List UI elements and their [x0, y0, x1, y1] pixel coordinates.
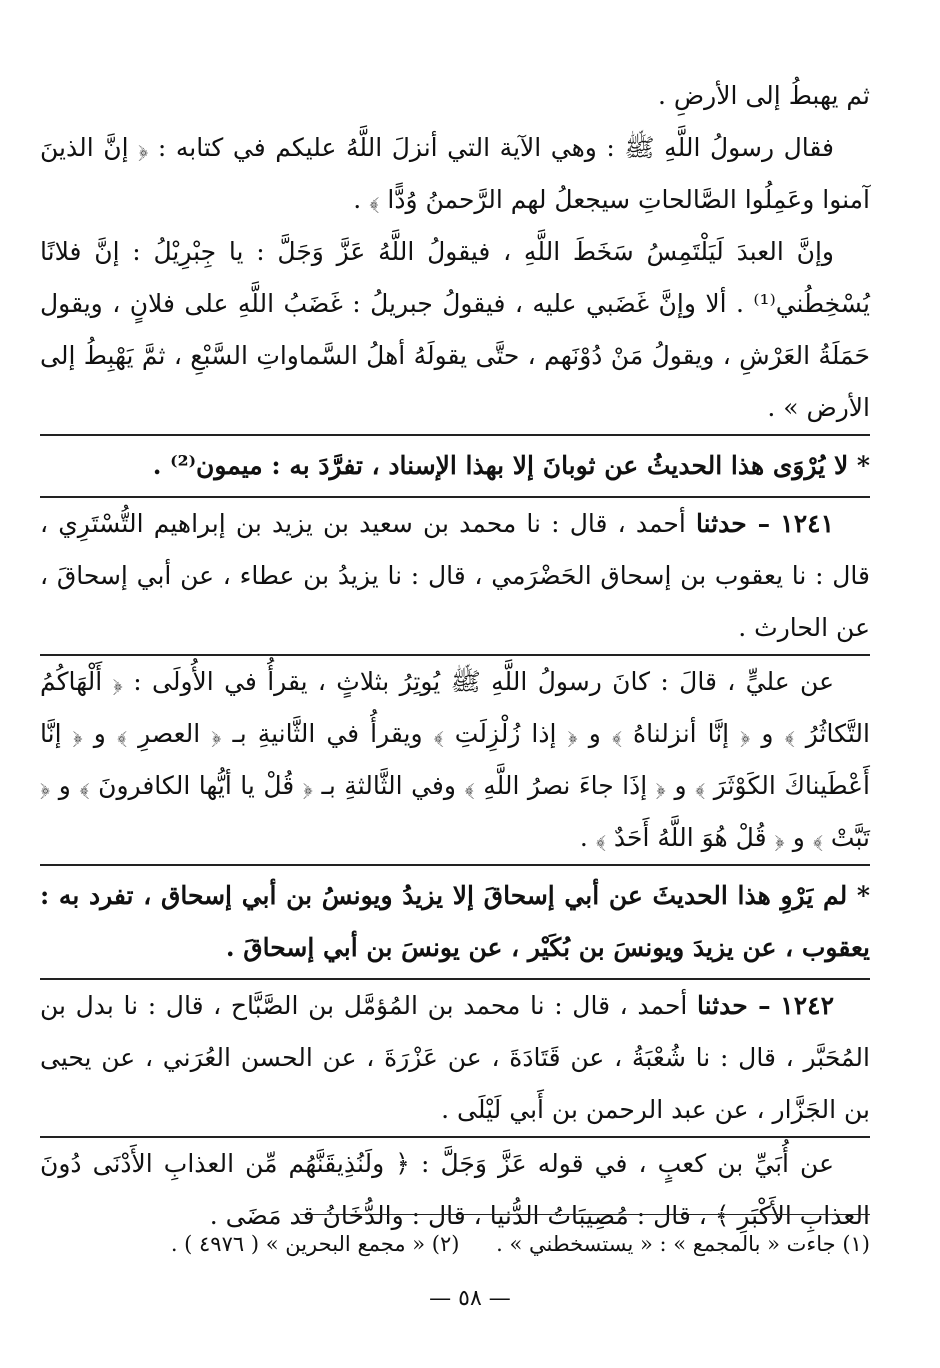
hadith-1241: ١٢٤١ – حدثنا أحمد ، قال : نا محمد بن سعيد بن يزيد بن إبراهيم التُّسْتَرِي ، قال : نا يعقوب بن إسحاق الحَضْرَمي ، قال : نا يزيدُ بن عطاء ، عن أبي إسحاقَ ، عن الحارث . — [40, 496, 870, 654]
hadith-lead: حدثنا — [695, 509, 747, 538]
footnote-divider — [300, 1214, 870, 1215]
paragraph-hadith-matn-2: عن أُبَيِّ بن كعبٍ ، في قوله عَزَّ وَجَلَّ : ﴿ ولَنُذِيقَنَّهُم مِّن العذابِ الأَدْنَى دُونَ العذابِ الأَكْبَرِ ﴾ ، قال : مُصِيبَاتُ الدُّنيا ، قال : والدُّخَانُ قد مَضَى . — [40, 1136, 870, 1242]
hadith-lead-2: حدثنا — [697, 991, 748, 1020]
paragraph-hadith-text-2: وإنَّ العبدَ لَيَلْتَمِسُ سَخَطَ اللَّهِ ، فيقولُ اللَّهُ عَزَّ وَجَلَّ : يا جِبْرِيْلُ : إنَّ فلانًا يُسْخِطُني⁽¹⁾ . ألا وإنَّ غَضَبي عليه ، فيقولُ جبريلُ : غَضَبُ اللَّهِ على فلانٍ ، ويقول حَمَلَةُ العَرْشِ ، ويقولُ مَنْ دُوْنَهم ، حتَّى يقولَهُ أهلُ السَّماواتِ السَّبْعِ ، ثمَّ يَهْبِطُ إلى الأرض » . — [40, 237, 870, 422]
footnote-1: (١) جاءت « بالمجمع » : « يستسخطني » . — [496, 1232, 870, 1256]
paragraph-continuation: ثم يهبطُ إلى الأرضِ . — [658, 81, 870, 110]
footnotes — [40, 1226, 870, 1262]
hadith-chain: أحمد ، قال : نا محمد بن سعيد بن يزيد بن إبراهيم التُّسْتَرِي ، قال : نا يعقوب بن إسحاق الحَضْرَمي ، قال : نا يزيدُ بن عطاء ، عن أبي إسحاقَ ، عن الحارث . — [40, 509, 870, 642]
narration-note-2: * لم يَرْوِ هذا الحديثَ عن أبي إسحاقَ إلا يزيدُ ويونسُ بن أبي إسحاق ، تفرد به : يعقوب ، عن يزيدَ ويونسَ بن بُكَيْر ، عن يونسَ بن أبي إسحاقَ . — [40, 864, 870, 978]
narration-note: * لا يُرْوَى هذا الحديثُ عن ثوبانَ إلا بهذا الإسناد ، تفرَّدَ به : ميمون⁽²⁾ . — [40, 434, 870, 496]
paragraph-hadith-matn: عن عليٍّ ، قالَ : كانَ رسولُ اللَّهِ ﷺ يُوتِرُ بثلاثٍ ، يقرأُ في الأُولَى : ﴿ أَلْهَاكُمُ التَّكاثُرُ ﴾ و ﴿ إنَّا أنزلناهُ ﴾ و ﴿ إذا زُلْزِلَتِ ﴾ ويقرأُ في الثَّانيةِ بـ ﴿ العصرِ ﴾ و ﴿ إنَّا أَعْطَيناكَ الكَوْثَرَ ﴾ و ﴿ إذَا جاءَ نصرُ اللَّهِ ﴾ وفي الثَّالثةِ بـ ﴿ قُلْ يا أيُّها الكافرونَ ﴾ و ﴿ تَبَّتْ ﴾ و ﴿ قُلْ هُوَ اللَّهُ أَحَدٌ ﴾ . — [40, 654, 870, 864]
hadith-number-2: ١٢٤٢ — [780, 991, 834, 1020]
hadith-chain-2: أحمد ، قال : نا محمد بن المُؤمَّل بن الصَّبَّاح ، قال : نا بدل بن المُحَبَّر ، قال : نا شُعْبَةُ ، عن قَتَادَةَ ، عن عَزْرَةَ ، عن الحسن العُرَني ، عن يحيى بن الجَزَّار ، عن عبد الرحمن بن أَبي لَيْلَى . — [40, 991, 870, 1124]
page-number: — ٥٨ — — [429, 1286, 511, 1311]
footnote-2: (٢) « مجمع البحرين » ( ٤٩٧٦ ) . — [170, 1232, 460, 1256]
hadith-number: ١٢٤١ — [780, 509, 834, 538]
hadith-1242: ١٢٤٢ – حدثنا أحمد ، قال : نا محمد بن المُؤمَّل بن الصَّبَّاح ، قال : نا بدل بن المُحَبَّر ، قال : نا شُعْبَةُ ، عن قَتَادَةَ ، عن عَزْرَةَ ، عن الحسن العُرَني ، عن يحيى بن الجَزَّار ، عن عبد الرحمن بن أَبي لَيْلَى . — [40, 978, 870, 1136]
page-body — [40, 70, 870, 1242]
paragraph-hadith-text: فقال رسولُ اللَّهِ ﷺ : وهي الآية التي أنزلَ اللَّهُ عليكم في كتابه : ﴿ إنَّ الذينَ آمنوا وعَمِلُوا الصَّالحاتِ سيجعلُ لهم الرَّحمنُ وُدًّا ﴾ . — [40, 133, 870, 214]
